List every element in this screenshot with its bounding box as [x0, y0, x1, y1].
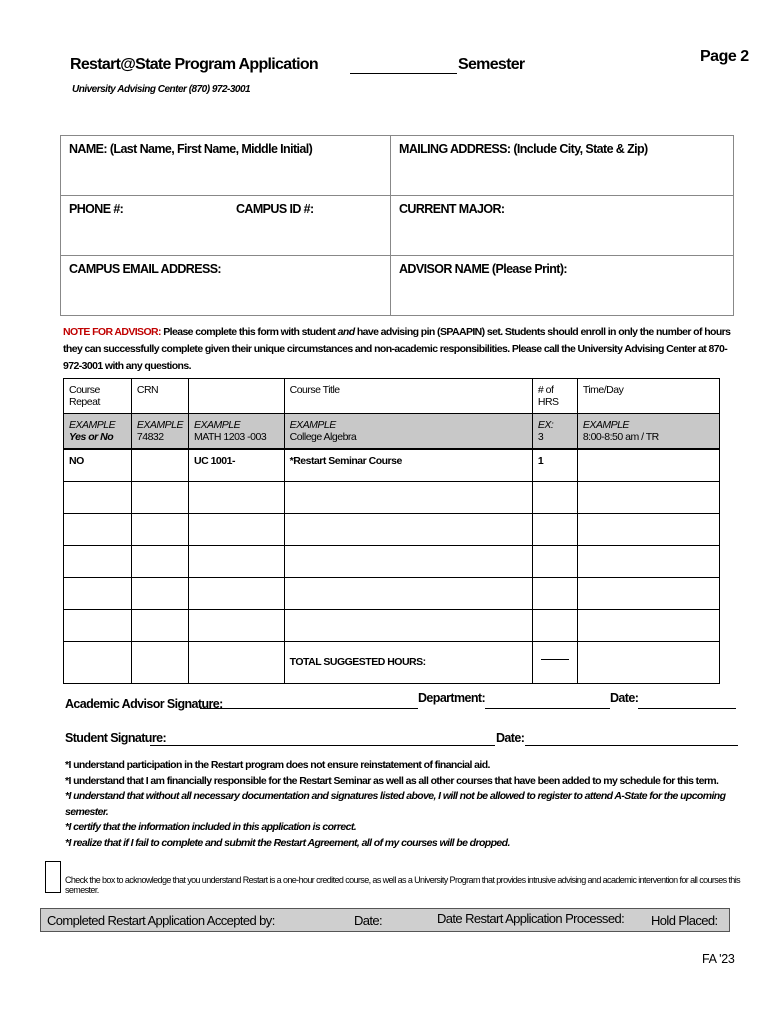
hold-placed-label: Hold Placed:	[651, 913, 718, 928]
student-date-label: Date:	[496, 731, 525, 745]
example-crn: EXAMPLE 74832	[131, 414, 188, 450]
department-line[interactable]	[485, 708, 610, 709]
seminar-course[interactable]: UC 1001-	[189, 449, 285, 481]
phone-campus-id-field[interactable]	[61, 196, 391, 256]
mailing-address-label: MAILING ADDRESS: (Include City, State & Zip)	[399, 142, 648, 156]
seminar-repeat[interactable]: NO	[64, 449, 132, 481]
mailing-address-field[interactable]	[391, 136, 734, 196]
advisor-signature-label: Academic Advisor Signature:	[65, 697, 223, 711]
office-use-bar	[40, 908, 730, 932]
header-crn: CRN	[131, 379, 188, 414]
statement: *I understand participation in the Restart program does not ensure reinstatement of financial aid.	[65, 759, 490, 771]
current-major-field[interactable]	[391, 196, 734, 256]
acknowledge-checkbox[interactable]	[45, 861, 61, 893]
student-info-table	[60, 135, 734, 316]
seminar-row	[64, 449, 720, 481]
course-row[interactable]	[64, 609, 720, 641]
processed-date-label: Date Restart Application Processed:	[437, 911, 625, 926]
advisor-note-text-1: Please complete this form with student	[160, 326, 338, 338]
accepted-by-label: Completed Restart Application Accepted by:	[47, 913, 275, 928]
form-version-code: FA '23	[702, 952, 735, 966]
seminar-crn[interactable]	[131, 449, 188, 481]
advisor-name-field[interactable]	[391, 256, 734, 316]
example-hours: EX: 3	[532, 414, 577, 450]
course-table-header	[64, 379, 720, 414]
advisor-note-italic: and	[337, 326, 355, 338]
header-course	[189, 379, 285, 414]
advisor-date-label: Date:	[610, 691, 639, 705]
page-number: Page 2	[700, 48, 749, 65]
total-hours-label: TOTAL SUGGESTED HOURS:	[284, 641, 532, 683]
semester-input-line[interactable]	[350, 58, 457, 74]
header-hours: # of HRS	[532, 379, 577, 414]
example-repeat: EXAMPLE Yes or No	[64, 414, 132, 450]
course-row[interactable]	[64, 513, 720, 545]
seminar-title: *Restart Seminar Course	[284, 449, 532, 481]
statement: *I understand that I am financially responsible for the Restart Seminar as well as all other courses that have been added to my schedule for this term.	[65, 774, 719, 787]
total-hours-row	[64, 641, 720, 683]
advisor-name-label: ADVISOR NAME (Please Print):	[399, 262, 567, 276]
total-hours-input[interactable]	[532, 641, 577, 683]
advisor-note-text-2: have advising pin (SPAAPIN) set. Students should enroll in only the number of hours they can successfully complete given their unique circumstances and non-academic responsibilities. Please call the University Advising Center at 870-972-3001 with any questions.	[63, 326, 731, 372]
advisor-signature-line[interactable]	[200, 708, 418, 709]
phone-label: PHONE #:	[69, 202, 124, 216]
campus-email-field[interactable]	[61, 256, 391, 316]
example-title: EXAMPLE College Algebra	[284, 414, 532, 450]
campus-id-label: CAMPUS ID #:	[236, 202, 314, 216]
header-time-day: Time/Day	[577, 379, 719, 414]
advisor-note-label: NOTE FOR ADVISOR:	[63, 326, 161, 338]
statement: *I understand that without all necessary documentation and signatures listed above, I will not be allowed to register to attend A-State for the upcoming semester.	[65, 790, 726, 818]
header-course-repeat: Course Repeat	[64, 379, 132, 414]
advising-center-phone: University Advising Center (870) 972-3001	[72, 84, 251, 95]
advisor-note	[63, 324, 743, 375]
example-time: EXAMPLE 8:00-8:50 am / TR	[577, 414, 719, 450]
student-signature-line[interactable]	[150, 745, 495, 746]
seminar-time[interactable]	[577, 449, 719, 481]
acknowledgement-statements	[65, 758, 770, 851]
example-course: EXAMPLE MATH 1203 -003	[189, 414, 285, 450]
campus-email-label: CAMPUS EMAIL ADDRESS:	[69, 262, 221, 276]
example-row	[64, 414, 720, 450]
seminar-hours: 1	[532, 449, 577, 481]
accepted-date-label: Date:	[354, 913, 383, 928]
course-row[interactable]	[64, 545, 720, 577]
course-row[interactable]	[64, 577, 720, 609]
current-major-label: CURRENT MAJOR:	[399, 202, 505, 216]
acknowledge-text: Check the box to acknowledge that you understand Restart is a one-hour credited course, as well as a University Program that provides intrusive advising and academic intervention for all courses this semester.	[65, 875, 741, 895]
advisor-date-line[interactable]	[638, 708, 736, 709]
department-label: Department:	[418, 691, 486, 705]
course-table	[63, 378, 720, 684]
student-signature-label: Student Signature:	[65, 731, 167, 745]
student-date-line[interactable]	[525, 745, 738, 746]
header-course-title: Course Title	[284, 379, 532, 414]
name-label: NAME: (Last Name, First Name, Middle Initial)	[69, 142, 313, 156]
form-title: Restart@State Program Application	[70, 56, 318, 73]
name-field[interactable]	[61, 136, 391, 196]
statement: *I realize that if I fail to complete and submit the Restart Agreement, all of my courses will be dropped.	[65, 836, 510, 849]
statement: *I certify that the information included in this application is correct.	[65, 821, 357, 833]
course-row[interactable]	[64, 481, 720, 513]
semester-label: Semester	[458, 56, 525, 73]
